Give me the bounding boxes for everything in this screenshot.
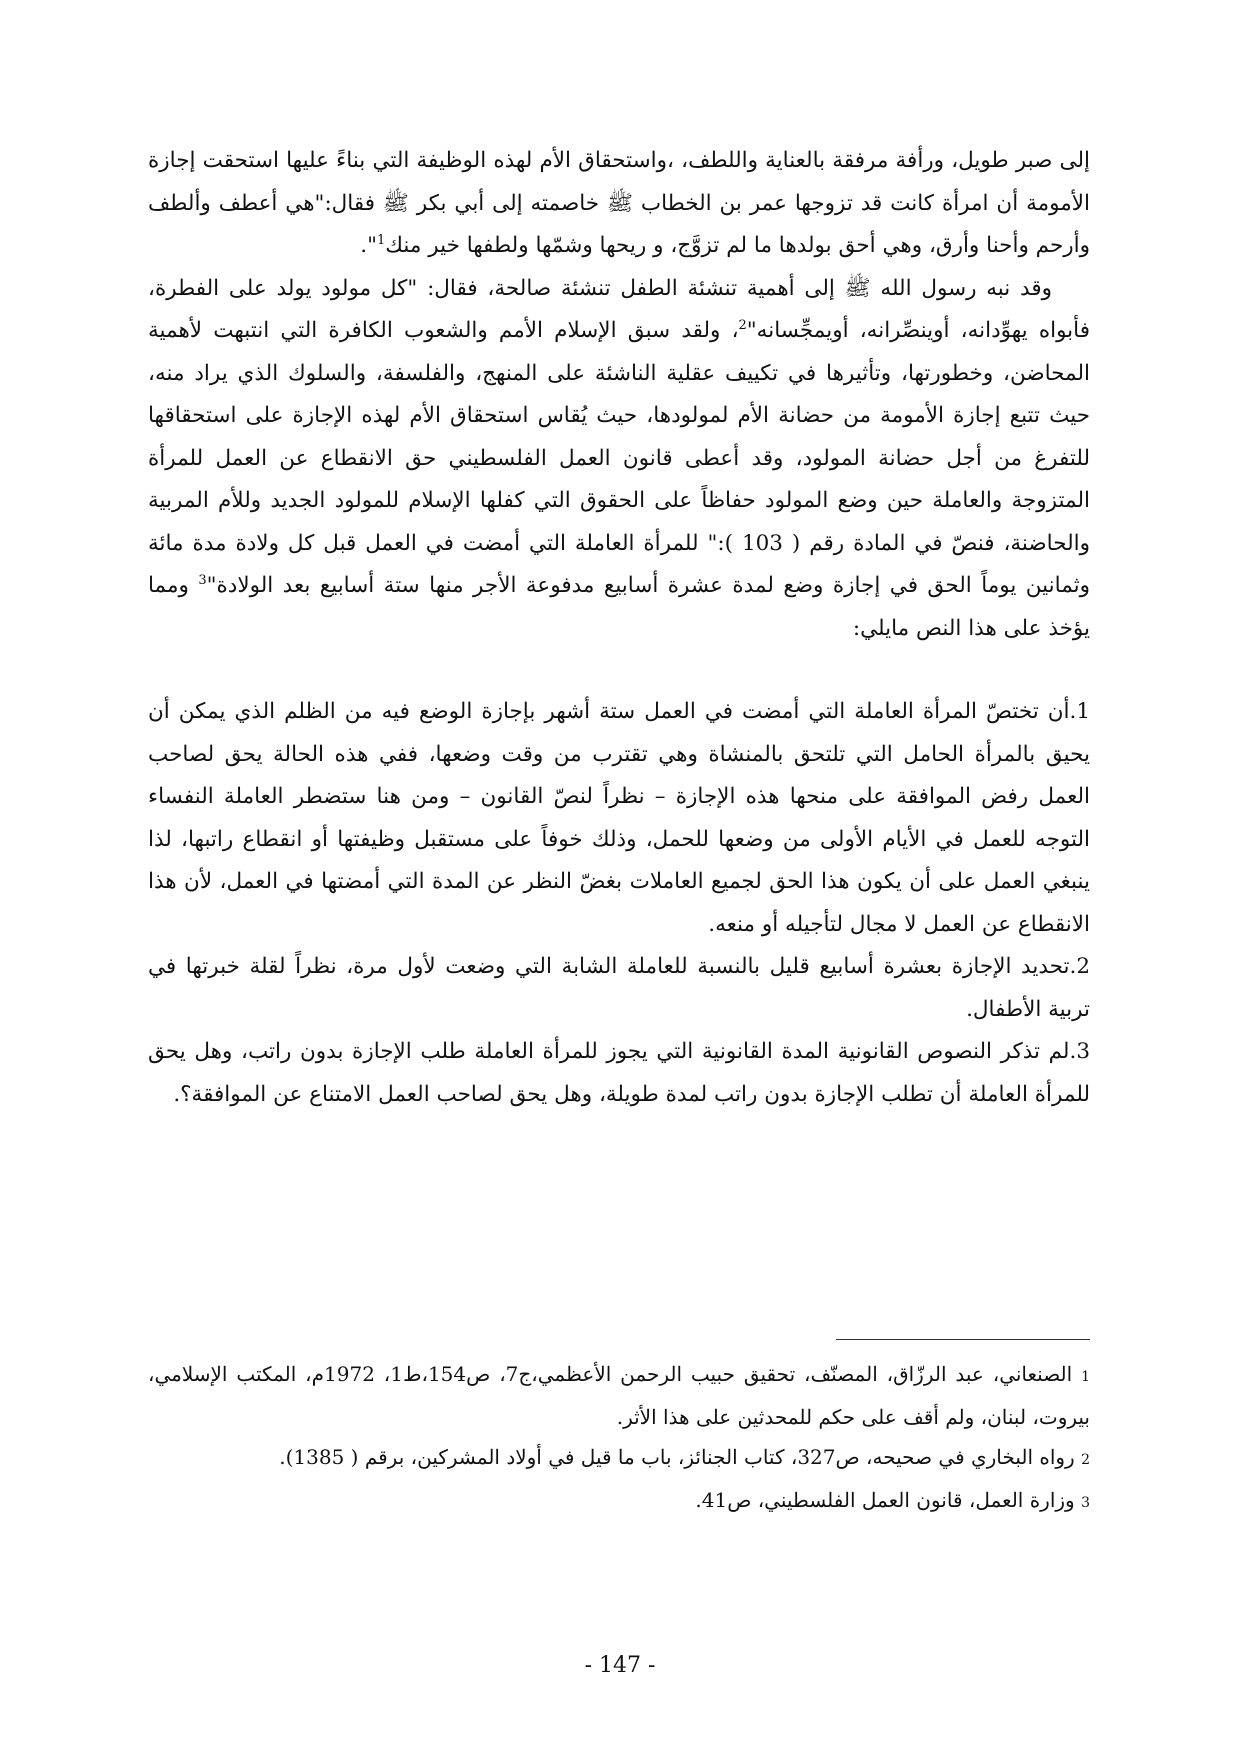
page-number: - 147 - bbox=[584, 1653, 656, 1678]
paragraph-2-text-b: ، ولقد سبق الإسلام الأمم والشعوب الكافرة التي انتبهت لأهمية المحاضن، وخطورتها، وتأثيرها في تكييف عقلية الناشئة على المنهج، والفلسفة، والسلوك الذي يراد منه، حيث تتبع إجازة الأمومة من حضانة الأم لمولودها، حيث يُقاس استحقاق الأم لهذه الإجازة على استحقاقها للتفرغ من أجل حضانة المولود، وقد أعطى قانون العمل الفلسطيني حق الانقطاع عن العمل للمرأة المتزوجة والعاملة حين وضع المولود حفاظاً على الحقوق التي كفلها الإسلام للمولود الجديد وللأم المربية والحاضنة، فنصّ في المادة رقم ( 103 ):" للمرأة العاملة التي أمضت في العمل قبل كل ولادة مدة مائة وثمانين يوماً الحق في إجازة وضع لمدة عشرة أسابيع مدفوعة الأجر منها ستة أسابيع بعد الولادة" bbox=[148, 318, 1090, 598]
paragraph-2-text-c: ومما يؤخذ على هذا النص مايلي: bbox=[148, 573, 1090, 641]
footnote-1-text: الصنعاني، عبد الرزّاق، المصنّف، تحقيق حبيب الرحمن الأعظمي،ج7، ص154،ط1، 1972م، المكتب الإسلامي، بيروت، لبنان، ولم أقف على حكم للمحدثين على هذا الأثر. bbox=[148, 1362, 1090, 1429]
footnote-ref-2[interactable]: 2 bbox=[738, 317, 747, 333]
paragraph-2-text-a: وقد نبه رسول الله ﷺ إلى أهمية تنشئة الطفل تنشئة صالحة، فقال: "كل مولود يولد على الفطرة، فأبواه يهوِّدانه، أوينصِّرانه، أويمجِّسانه" bbox=[148, 275, 1090, 343]
paragraph-2 bbox=[148, 268, 1090, 651]
footnote-3-text: وزارة العمل، قانون العمل الفلسطيني، ص41. bbox=[695, 1488, 1075, 1512]
footnote-2 bbox=[148, 1437, 1090, 1480]
footnote-separator bbox=[836, 1339, 1090, 1340]
footnote-ref-3[interactable]: 3 bbox=[198, 572, 207, 588]
footnote-3 bbox=[148, 1480, 1090, 1523]
footnotes bbox=[148, 1354, 1090, 1523]
footnote-1-number: 1 bbox=[1081, 1369, 1091, 1385]
footnote-2-text: رواه البخاري في صحيحه، ص327، كتاب الجنائز، باب ما قيل في أولاد المشركين، برقم ( 1385). bbox=[279, 1445, 1075, 1469]
footnote-3-number: 3 bbox=[1081, 1495, 1090, 1511]
footnote-2-number: 2 bbox=[1081, 1452, 1090, 1468]
list-item-1: 1.أن تختصّ المرأة العاملة التي أمضت في العمل ستة أشهر بإجازة الوضع فيه من الظلم الذي يمكن أن يحيق بالمرأة الحامل التي تلتحق بالمنشاة وهي تقترب من وقت وضعها، ففي هذه الحالة يحق لصاحب العمل رفض الموافقة على منحها هذه الإجازة – نظراً لنصّ القانون – ومن هنا ستضطر العاملة النفساء التوجه للعمل في الأيام الأولى من وضعها للحمل، وذلك خوفاً على مستقبل وظيفتها أو انقطاع راتبها، لذا ينبغي العمل على أن يكون هذا الحق لجميع العاملات بغضّ النظر عن المدة التي أمضتها في العمل، لأن هذا الانقطاع عن العمل لا مجال لتأجيله أو منعه. bbox=[148, 699, 1090, 937]
paragraph-1-end: ". bbox=[360, 233, 377, 258]
footnote-1 bbox=[148, 1354, 1090, 1437]
list-item-2: 2.تحديد الإجازة بعشرة أسابيع قليل بالنسبة للعاملة الشابة التي وضعت لأول مرة، نظراً لقلة خبرتها في تربية الأطفال. bbox=[148, 954, 1090, 1022]
footnote-ref-1[interactable]: 1 bbox=[376, 232, 386, 248]
paragraph-1-text: إلى صبر طويل، ورأفة مرفقة بالعناية واللطف، ،واستحقاق الأم لهذه الوظيفة التي بناءً عليها استحقت إجازة الأمومة أن امرأة كانت قد تزوجها عمر بن الخطاب ﷺ خاصمته إلى أبي بكر ﷺ فقال:"هي أعطف وألطف وأرحم وأحنا وأرق، وهي أحق بولدها ما لم تزوَّج، و ريحها وشمّها ولطفها خير منك bbox=[148, 148, 1090, 258]
paragraph-1 bbox=[148, 140, 1090, 268]
page-body bbox=[148, 140, 1090, 1116]
list-item-3: 3.لم تذكر النصوص القانونية المدة القانونية التي يجوز للمرأة العاملة طلب الإجازة بدون راتب، وهل يحق للمرأة العاملة أن تطلب الإجازة بدون راتب لمدة طويلة، وهل يحق لصاحب العمل الامتناع عن الموافقة؟. bbox=[148, 1039, 1090, 1107]
